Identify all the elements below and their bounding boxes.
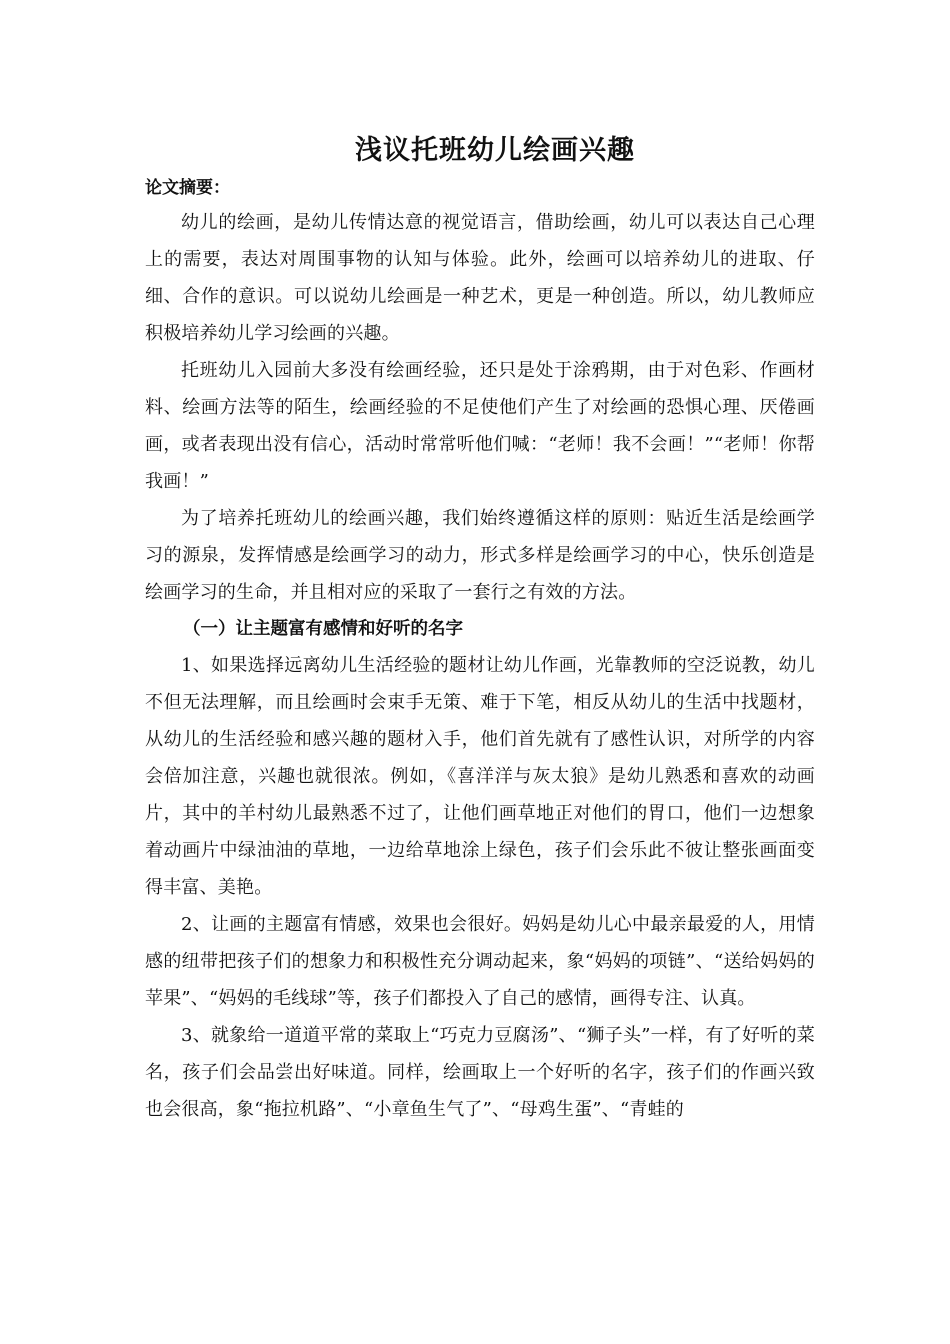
section-paragraph-2: 2、让画的主题富有情感，效果也会很好。妈妈是幼儿心中最亲最爱的人，用情感的纽带把孩子们的想象力和积极性充分调动起来，象“妈妈的项链”、“送给妈妈的苹果”、“妈妈的毛线球”等，孩子们都投入了自己的感情，画得专注、认真。: [145, 914, 815, 1009]
section-paragraph-3: 3、就象给一道道平常的菜取上“巧克力豆腐汤”、“狮子头”一样，有了好听的菜名，孩子们会品尝出好味道。同样，绘画取上一个好听的名字，孩子们的作画兴致也会很高，象“拖拉机路”、“小章鱼生气了”、“母鸡生蛋”、“青蛙的: [145, 1025, 815, 1120]
document-title: 浅议托班幼儿绘画兴趣: [355, 135, 635, 166]
abstract-label: 论文摘要：: [145, 178, 230, 198]
abstract-paragraph-2: 托班幼儿入园前大多没有绘画经验，还只是处于涂鸦期，由于对色彩、作画材料、绘画方法等的陌生，绘画经验的不足使他们产生了对绘画的恐惧心理、厌倦画画，或者表现出没有信心，活动时常常听他们喊：“老师！我不会画！”“老师！你帮我画！”: [145, 360, 815, 492]
section-paragraph-1: 1、如果选择远离幼儿生活经验的题材让幼儿作画，光靠教师的空泛说教，幼儿不但无法理解，而且绘画时会束手无策、难于下笔，相反从幼儿的生活中找题材，从幼儿的生活经验和感兴趣的题材入手，他们首先就有了感性认识，对所学的内容会倍加注意，兴趣也就很浓。例如，《喜洋洋与灰太狼》是幼儿熟悉和喜欢的动画片，其中的羊村幼儿最熟悉不过了，让他们画草地正对他们的胃口，他们一边想象着动画片中绿油油的草地，一边给草地涂上绿色，孩子们会乐此不彼让整张画面变得丰富、美艳。: [145, 655, 815, 898]
abstract-paragraph-1: 幼儿的绘画，是幼儿传情达意的视觉语言，借助绘画，幼儿可以表达自己心理上的需要，表达对周围事物的认知与体验。此外，绘画可以培养幼儿的进取、仔细、合作的意识。可以说幼儿绘画是一种艺术，更是一种创造。所以，幼儿教师应积极培养幼儿学习绘画的兴趣。: [145, 212, 815, 344]
document-body: [145, 176, 815, 1128]
abstract-paragraph-3: 为了培养托班幼儿的绘画兴趣，我们始终遵循这样的原则：贴近生活是绘画学习的源泉，发挥情感是绘画学习的动力，形式多样是绘画学习的中心，快乐创造是绘画学习的生命，并且相对应的采取了一套行之有效的方法。: [145, 508, 815, 603]
section-heading: （一）让主题富有感情和好听的名字: [183, 619, 463, 639]
